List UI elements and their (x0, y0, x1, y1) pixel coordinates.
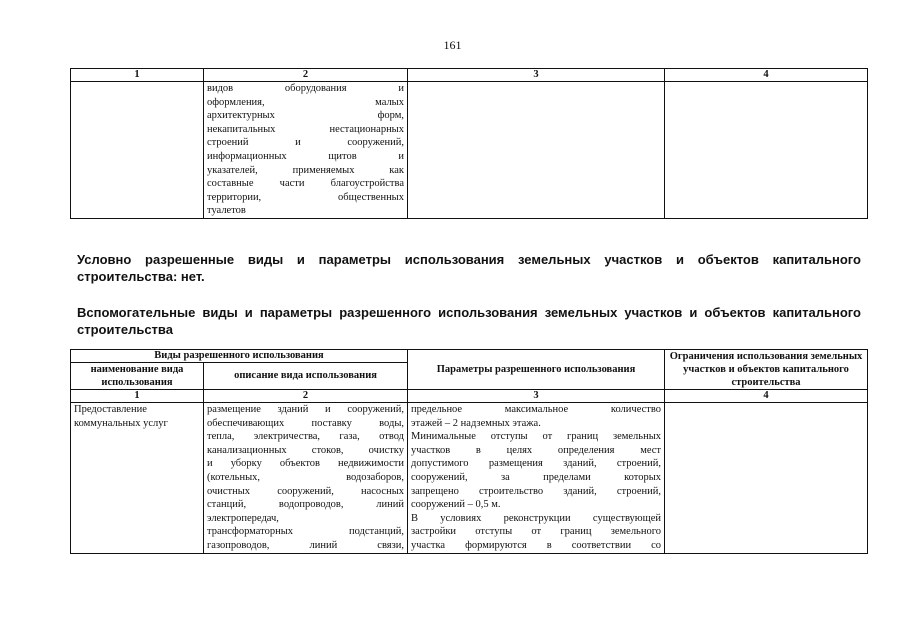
heading-line: Вспомогательные виды и параметры разрешенного использования земельных участков и объектов капитального (77, 305, 861, 320)
text-line: обеспечивающих поставку воды, (207, 417, 405, 429)
use-description-cell (204, 403, 408, 554)
text-line: архитектурных форм, (207, 110, 404, 122)
column-number: 2 (204, 69, 408, 82)
column-number: 3 (408, 69, 665, 82)
heading-line: Условно разрешенные виды и параметры использования земельных участков и объектов капитального (77, 252, 861, 267)
description-cell (204, 82, 408, 219)
empty-cell (408, 82, 665, 219)
parameters-cell (408, 403, 665, 554)
text-line: трансформаторных подстанций, (207, 526, 405, 538)
column-number: 2 (204, 390, 408, 403)
text-line: туалетов (207, 205, 246, 217)
text-line: застройки отступы от границ земельного (411, 526, 662, 538)
parameters-header: Параметры разрешенного использования (408, 350, 665, 390)
empty-cell (665, 82, 868, 219)
text-line: видов оборудования и (207, 83, 404, 94)
table-number-row (71, 390, 868, 403)
text-line: (котельных, водозаборов, (207, 471, 405, 483)
use-name-cell (71, 403, 204, 554)
table-row (71, 403, 868, 554)
text-line: сооружений, за пределами которых (411, 471, 662, 483)
text-line: сооружений – 0,5 м. (411, 499, 501, 511)
text-line: строений и сооружений, (207, 137, 404, 149)
text-line: запрещено строительство зданий, строений, (411, 485, 662, 497)
use-description-header: описание вида использования (204, 363, 408, 390)
text-line: территории, общественных (207, 191, 404, 203)
auxiliary-uses-table (70, 349, 868, 554)
text-line: и уборку объектов недвижимости (207, 458, 405, 470)
text-line: коммунальных услуг (74, 417, 168, 429)
text-line: участка формируются в соответствии со (411, 539, 662, 551)
text-line: составные части благоустройства (207, 178, 404, 190)
use-name-header: наименование вида использования (71, 363, 204, 390)
column-number: 4 (665, 390, 868, 403)
text-line: канализационных стоков, очистку (207, 444, 405, 456)
column-number: 3 (408, 390, 665, 403)
table-header-row (71, 350, 868, 363)
restrictions-header: Ограничения использования земельных участков и объектов капитального строительства (665, 350, 868, 390)
text-line: размещение зданий и сооружений, (207, 404, 405, 415)
page-number: 161 (443, 38, 462, 52)
conditional-uses-heading (77, 251, 861, 285)
text-line: электропередач, (207, 512, 279, 524)
heading-line: строительства (77, 322, 173, 337)
text-line: станций, водопроводов, линий (207, 499, 405, 511)
text-line: допустимого размещения зданий, строений, (411, 458, 662, 470)
column-number: 1 (71, 390, 204, 403)
text-line: этажей – 2 надземных этажа. (411, 417, 541, 429)
text-line: указателей, применяемых как (207, 164, 404, 176)
text-line: некапитальных нестационарных (207, 123, 404, 135)
group-header: Виды разрешенного использования (71, 350, 408, 363)
table-row (71, 82, 868, 219)
text-line: оформления, малых (207, 96, 404, 108)
text-line: газопроводов, линий связи, (207, 539, 405, 551)
column-number: 1 (71, 69, 204, 82)
text-line: информационных щитов и (207, 150, 404, 162)
heading-line: строительства: нет. (77, 269, 205, 284)
text-line: Предоставление (74, 404, 147, 415)
auxiliary-uses-heading (77, 304, 861, 338)
text-line: Минимальные отступы от границ земельных (411, 431, 662, 443)
text-line: участков в целях определения мест (411, 444, 662, 456)
table-number-row (71, 69, 868, 82)
restrictions-cell (665, 403, 868, 554)
continuation-table (70, 68, 868, 219)
text-line: очистных сооружений, насосных (207, 485, 405, 497)
text-line: тепла, электричества, газа, отвод (207, 431, 405, 443)
empty-cell (71, 82, 204, 219)
column-number: 4 (665, 69, 868, 82)
text-line: предельное максимальное количество (411, 404, 662, 415)
text-line: В условиях реконструкции существующей (411, 512, 662, 524)
